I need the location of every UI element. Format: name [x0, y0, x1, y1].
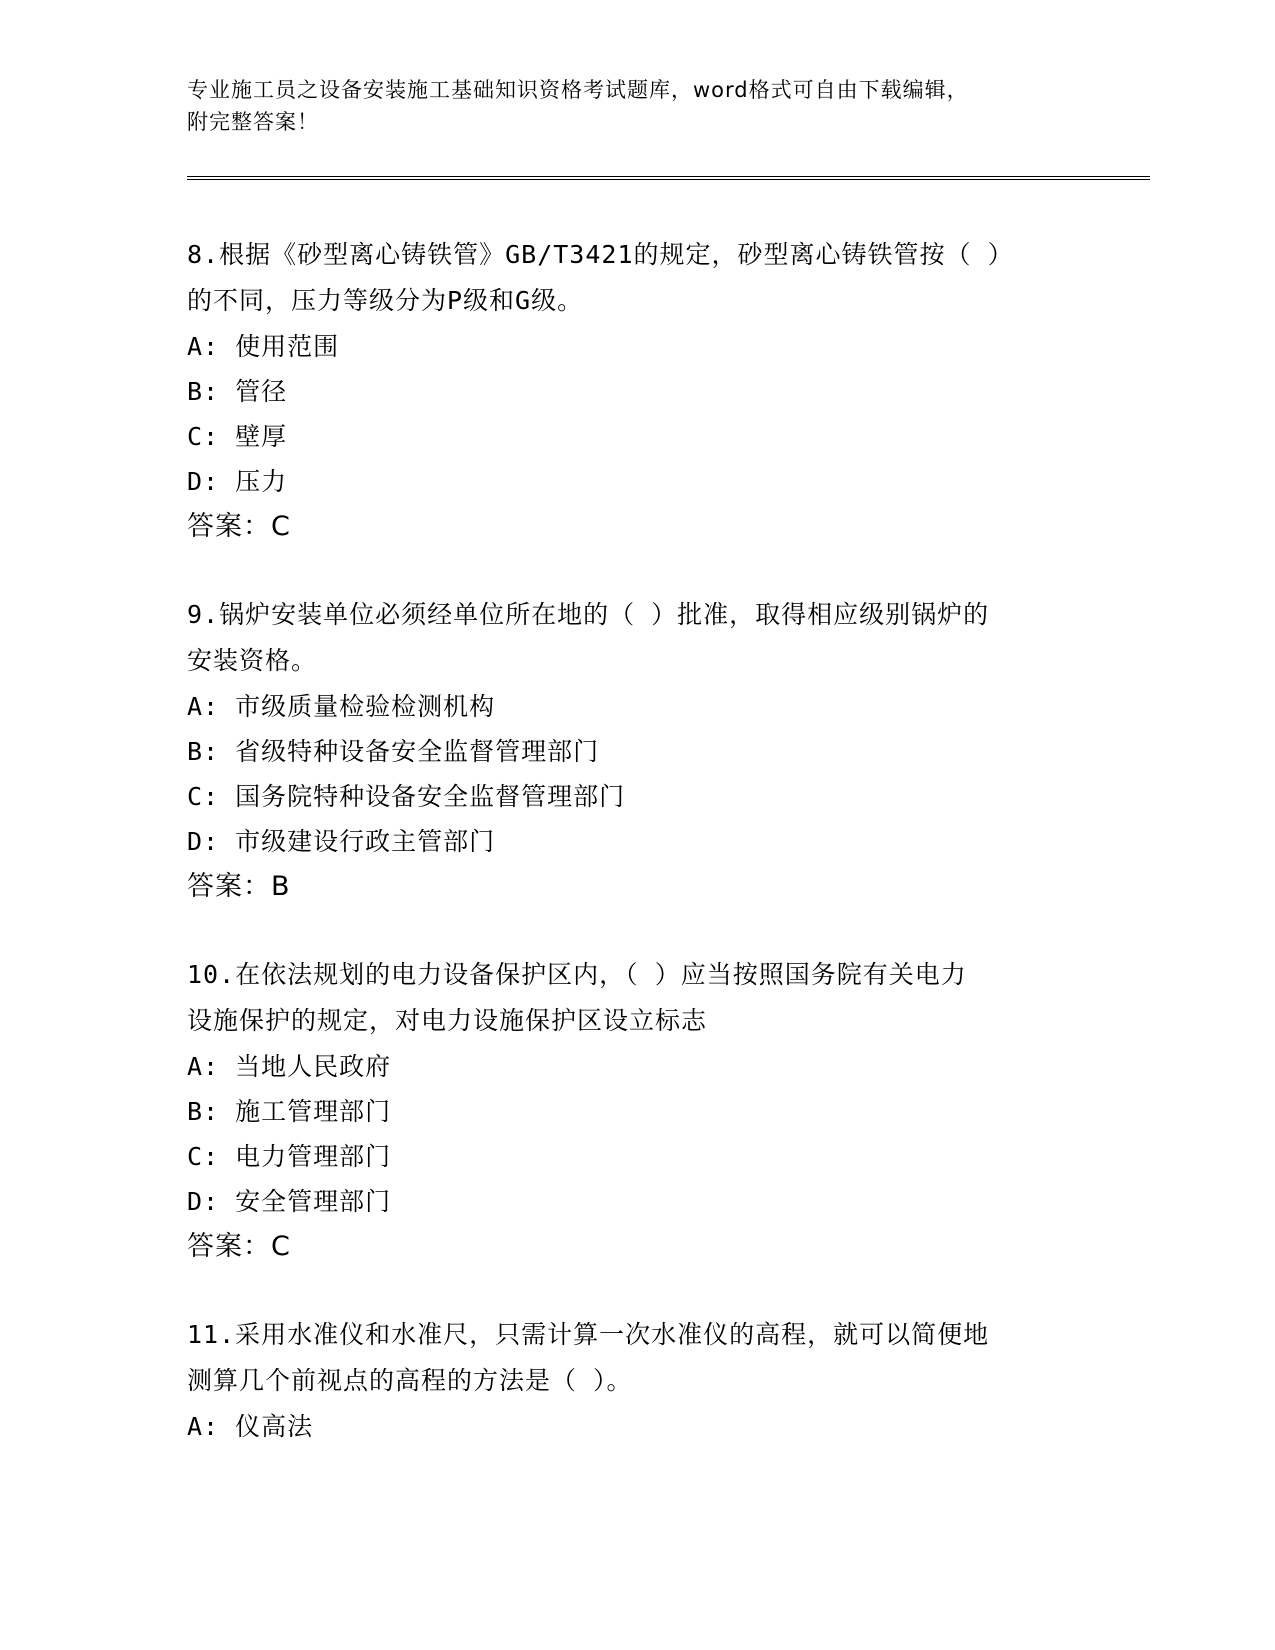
question-10 — [187, 952, 1087, 1270]
option-d: D: 压力 — [187, 467, 288, 496]
question-9 — [187, 592, 1087, 910]
question-stem-line: 测算几个前视点的高程的方法是（ ）。 — [187, 1366, 633, 1395]
option-d: D: 市级建设行政主管部门 — [187, 827, 496, 856]
option-d: D: 安全管理部门 — [187, 1187, 392, 1216]
option-c: C: 壁厚 — [187, 422, 288, 451]
question-stem-line: 9.锅炉安装单位必须经单位所在地的（ ）批准，取得相应级别锅炉的 — [187, 600, 990, 629]
option-c: C: 电力管理部门 — [187, 1142, 392, 1171]
header-title-line-2: 附完整答案！ — [187, 110, 319, 134]
question-stem-line: 11.采用水准仪和水准尺，只需计算一次水准仪的高程，就可以简便地 — [187, 1320, 990, 1349]
question-stem — [187, 232, 1087, 324]
question-list — [187, 232, 1087, 1449]
question-8 — [187, 232, 1087, 550]
question-stem-line: 的不同，压力等级分为P级和G级。 — [187, 286, 584, 315]
option-b: B: 施工管理部门 — [187, 1097, 392, 1126]
header-divider — [187, 176, 1150, 180]
question-stem-line: 8.根据《砂型离心铸铁管》GB/T3421的规定，砂型离心铸铁管按（ ） — [187, 240, 1014, 269]
option-b: B: 管径 — [187, 377, 288, 406]
question-stem-line: 设施保护的规定，对电力设施保护区设立标志 — [187, 1006, 708, 1035]
question-stem-line: 安装资格。 — [187, 646, 318, 675]
answer-label: 答案：C — [187, 511, 291, 542]
option-a: A: 使用范围 — [187, 332, 340, 361]
question-stem — [187, 1312, 1087, 1404]
question-spacer — [187, 910, 1087, 952]
question-stem-line: 10.在依法规划的电力设备保护区内，（ ）应当按照国务院有关电力 — [187, 960, 967, 989]
answer-label: 答案：B — [187, 871, 291, 902]
question-spacer — [187, 1270, 1087, 1312]
option-b: B: 省级特种设备安全监督管理部门 — [187, 737, 600, 766]
header-title-line-1: 专业施工员之设备安装施工基础知识资格考试题库，word格式可自由下载编辑， — [187, 78, 969, 102]
question-spacer — [187, 550, 1087, 592]
question-11 — [187, 1312, 1087, 1449]
answer-label: 答案：C — [187, 1231, 291, 1262]
option-a: A: 当地人民政府 — [187, 1052, 392, 1081]
document-header — [187, 74, 1067, 138]
option-c: C: 国务院特种设备安全监督管理部门 — [187, 782, 626, 811]
question-stem — [187, 952, 1087, 1044]
option-a: A: 仪高法 — [187, 1412, 314, 1441]
option-a: A: 市级质量检验检测机构 — [187, 692, 496, 721]
question-stem — [187, 592, 1087, 684]
